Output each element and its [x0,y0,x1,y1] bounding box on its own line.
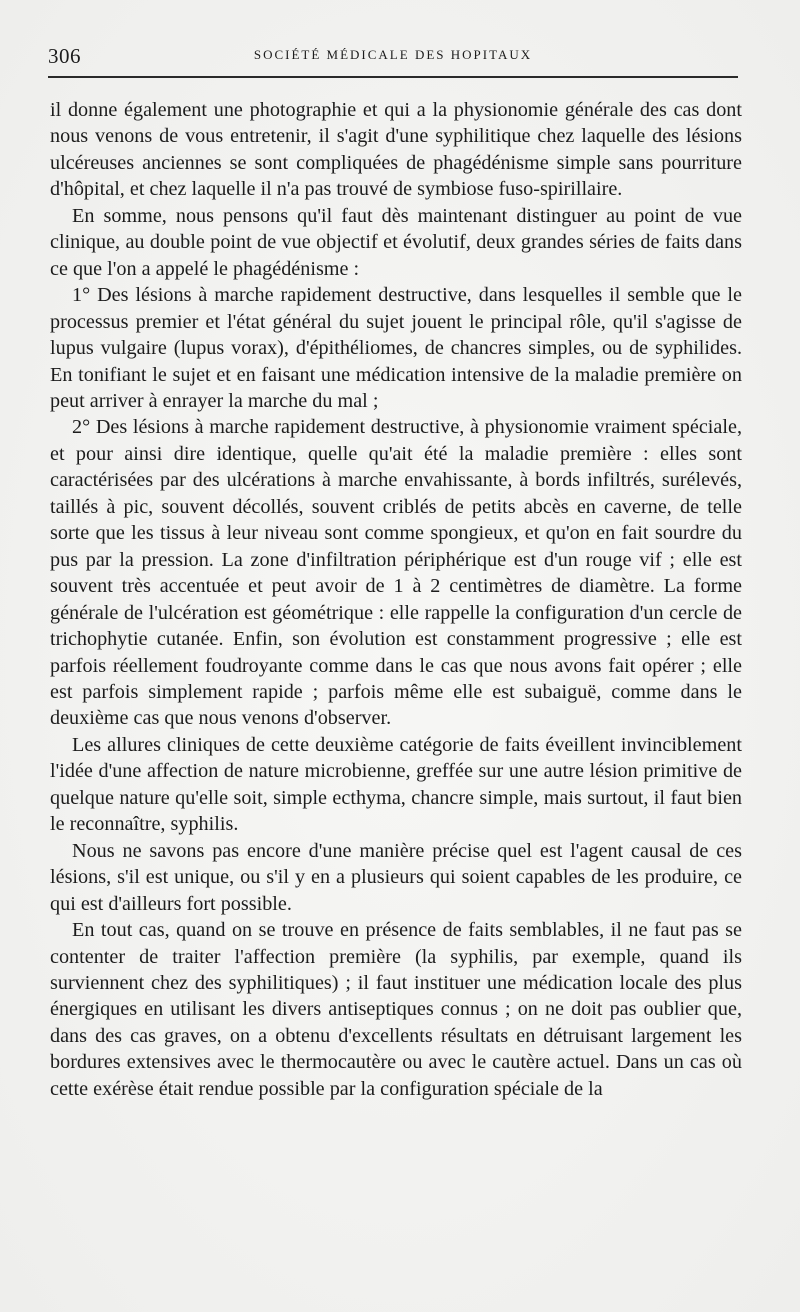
paragraph-point-2: 2° Des lésions à marche rapidement destructive, à physionomie vraiment spéciale, et pour ainsi dire identique, quelle qu'ait été la maladie première : elles sont caractérisées par des ulcérations à marche envahissante, à bords infiltrés, surélevés, taillés à pic, souvent décollés, souvent criblés de petits abcès en caverne, de telle sorte que les tissus à leur niveau sont comme spongieux, et qu'on en fait sourdre du pus par la pression. La zone d'infiltration périphérique est d'un rouge vif ; elle est souvent très accentuée et peut avoir de 1 à 2 centimètres de diamètre. La forme générale de l'ulcération est géométrique : elle rappelle la configuration d'un cercle de trichophytie cutanée. Enfin, son évolution est constamment progressive ; elle est parfois réellement foudroyante comme dans le cas que nous avons fait opérer ; elle est parfois simplement rapide ; parfois même elle est subaiguë, comme dans le deuxième cas que nous venons d'observer. [50,416,742,730]
header-rule [48,76,738,78]
running-title: SOCIÉTÉ MÉDICALE DES HOPITAUX [253,47,533,62]
paragraph-allures-cliniques: Les allures cliniques de cette deuxième catégorie de faits éveillent invinciblement l'idée d'une affection de nature microbienne, greffée sur une autre lésion primitive de quelque nature qu'elle soit, simple ecthyma, chancre simple, mais surtout, il faut bien le reconnaître, syphilis. [50,733,742,836]
paragraph-en-somme: En somme, nous pensons qu'il faut dès maintenant distinguer au point de vue clinique, au double point de vue objectif et évolutif, deux grandes séries de faits dans ce que l'on a appelé le phagédénisme : [50,204,742,280]
paragraph-en-tout-cas: En tout cas, quand on se trouve en présence de faits semblables, il ne faut pas se contenter de traiter l'affection première (la syphilis, par exemple, quand ils surviennent chez des syphilitiques) ; il faut instituer une médication locale des plus énergiques en utilisant les divers antiseptiques connus ; on ne doit pas oublier que, dans des cas graves, on a obtenu d'excellents résultats en détruisant largement les bordures extensives avec le thermocautère ou avec le cautère actuel. Dans un cas où cette exérèse était rendue possible par la configuration spéciale de la [50,919,742,1100]
paragraph-continued: il donne également une photographie et qui a la physionomie générale des cas dont nous venons de vous entretenir, il s'agit d'une syphilitique chez laquelle des lésions ulcéreuses anciennes se sont compliquées de phagédénisme simple sans pourriture d'hôpital, et chez laquelle il n'a pas trouvé de symbiose fuso-spirillaire. [50,99,742,201]
running-header [48,40,738,74]
paragraph-point-1: 1° Des lésions à marche rapidement destructive, dans lesquelles il semble que le processus premier et l'état général du sujet jouent le principal rôle, qu'il s'agisse de lupus vulgaire (lupus vorax), d'épithéliomes, de chancres simples, ou de syphilides. En tonifiant le sujet et en faisant une médication intensive de la maladie première on peut arriver à enrayer la marche du mal ; [50,284,742,412]
body-text [50,97,742,1102]
page-number: 306 [48,44,81,68]
paragraph-agent-causal: Nous ne savons pas encore d'une manière précise quel est l'agent causal de ces lésions, s'il est unique, ou s'il y en a plusieurs qui soient capables de les produire, ce qui est d'ailleurs fort possible. [50,839,742,915]
